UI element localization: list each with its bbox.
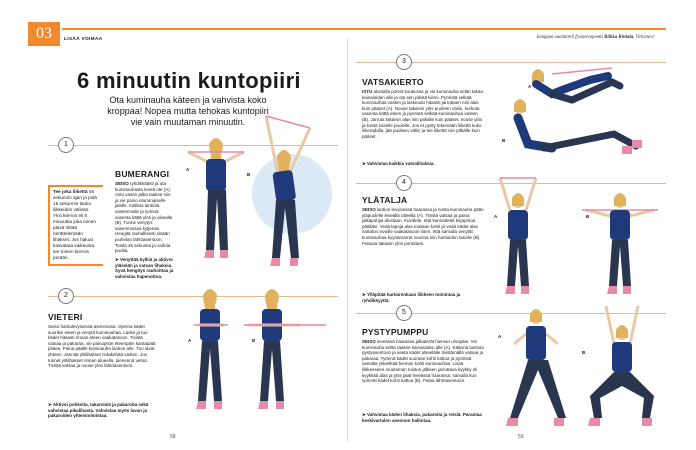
figure-label-b-5: B <box>582 350 586 355</box>
figure-b <box>244 289 326 409</box>
exercise-tip-2: ➤ Aktivoi pohkeita, takareisiä ja pakaroita sekä vahvistaa pikalihasta. Vahvistaa myös lavan ja pakaroiden yhteistoimintaa. <box>48 402 149 419</box>
exercise-body-1: SEISO ryhdikkäästi ja ota kuminauhasta leveä ote (A). Astu vasen jalka taakse niin ja vie paino etummaiselle jalalle. Kallista lantiota vasemmalle ja työnnä vasenta kättä ylös ja oikealle (B). Tunne venytys vasemmassa kyljessä. Hengitä rauhallisesti sisään jouhelan lähtöasentoon. Toista 45 sekuntia ja vaihda puolta. <box>115 181 173 254</box>
figure-a <box>506 309 566 426</box>
figure-a <box>500 178 536 294</box>
exercise-2-illustration <box>168 285 343 435</box>
exercise-body-2: Seiso hartialevyisessä asennossa. Ojenna kädet suoriksi eteen ja venytä kuminauhaa. Laske ja tuo kädet hitaasti rinnan eteen vaakatasoon. Tivistä vatsaa ja pakaraa, vie painopiste eteenpäin kantapäät pitäen. Paina päälle kuminauha lantion alle. Tuo lavat yhteen. Jännitä ylälihakset rintakehää vasten. Jos tunnet ylälihakset rinnan alueella, pienennä vetoa. Tivistä vatsaa ja nouse ylös lähtöasentoon. <box>48 324 156 369</box>
figure-label-a-3: A <box>528 84 532 89</box>
chapter-number: 03 <box>28 22 60 46</box>
exercise-body-3: ISTU alustalla polvet koukussa ja vie kuminauha selän takaa kainaloiden alle ja ota sen päistä kiinni. Pyöristä selkää kuminauhaa vasten ja laskeudu hitaasti jarruttaen niin alas kuin pääset (A). Nouse takaisin ylös puoleen väliin, kurkota vasenta kättä eteen ja pyöristä selkää kuminauhaa vasten (B). Jarruta takaisin alas niin pitkälle kuin pääset, nouse ylös ja toista toiselle puolelle. Jos et pysty tekemään liikettä koko liikeradalla, jää puoleen väliin ja tee liikettä niin pitkälle kuin pääset. <box>362 89 483 139</box>
figure-b <box>514 99 642 154</box>
exercise-3-illustration <box>492 64 668 170</box>
figure-b <box>588 306 654 426</box>
figure-a <box>194 289 228 409</box>
exercise-number-2: 2 <box>58 288 74 304</box>
exercise-title-5: PYSTYPUMPPU <box>362 327 429 337</box>
exercise-title-3: VATSAKIERTO <box>362 77 424 87</box>
page-number-right: 59 <box>518 434 524 440</box>
figure-a <box>188 138 244 258</box>
exercise-body-5: SEISO leveässä haarassa jalkaterät hieman ulospäin. Vie kuminauha selän taakse kainaloiden alle (A). Käännä lantiota pystyasentoon ja aseta kädet alaselälle tivistämällä vatsaa ja pakaraa. Työnnä kädet suoraan kohti kattoa ja pyöristä samalla yläselkää hieman kohti kuminauhaa. Lisää liikkeeseen muutaman toiston jälkeen jarruttava kyykky eli kyykkää alas ja ylös jalat leveässä haarassa, samalla kun työnnät kädet kohti kattoa (B). Palaa lähtöasentoon. <box>362 339 484 384</box>
header-rule <box>62 28 666 30</box>
figure-a <box>532 68 620 100</box>
tagline: Jumppaa suomitreli fysioterapeutti Riikka Rintala. Virkistavr. <box>536 35 655 40</box>
page-gutter <box>347 38 348 442</box>
figure-label-a-5: A <box>498 334 502 339</box>
page-title: 6 minuutin kuntopiiri <box>77 68 301 93</box>
figure-label-a-4: A <box>494 214 498 219</box>
exercise-number-4: 4 <box>396 175 412 191</box>
figure-label-a-1: A <box>186 167 190 172</box>
exercise-tip-1: ➤ Venyttää kylkiä ja aktivoi yläselän ja vatsan lihaksia. Syvä hengitys rauhoittaa ja vahvistaa hapenottoa. <box>115 257 174 279</box>
exercise-1-illustration <box>172 104 344 284</box>
exercise-body-4: SEISO lantion levyisessä haarassa ja nosta kuminauha pään yläpuolelle leveällä otteella (A). Tivistä vatsaa ja paina jalkapohjia alustaan. Kuvittele, että kannattelet kirjapinoa päälläsi. Vedä lapoja alas toisiaan kohti ja vedä kädet alas vartalon sivuille vaakatasoon siten, että samalla venytät kuminauhaa kyynärvarret suorina niin hartioiden tasolle (B). Palauta takaisin ylös jarruttaen. <box>362 207 484 246</box>
figure-label-b-4: B <box>586 214 590 219</box>
exercise-title-1: BUMERANGI <box>115 169 170 179</box>
exercise-4-illustration <box>486 172 668 300</box>
tip-box-title: Tee joka liikettä <box>53 189 88 194</box>
exercise-number-5: 5 <box>396 305 412 321</box>
figure-label-b-3: B <box>502 138 506 143</box>
exercise-tip-5: ➤ Vahvistaa käden lihaksia, pakaroita ja reisiä. Parantaa keskivartalon asennon hallintaa. <box>362 412 482 423</box>
figure-b <box>582 193 658 294</box>
exercise-title-4: YLÄTALJA <box>362 195 408 205</box>
tip-box-text: 45 sekunnin ajan ja pidä 15 sekunnin tauko liikkeiden välissä. Yksi kierros eli 6 minuuttia joka toinen päivä riittää herättelemään lihakset. Jos haluat kasvattaa vaikeusta, tee toinen kierros perään. <box>53 189 98 260</box>
tagline-name: Riikka Rintala. <box>604 35 635 40</box>
figure-label-b-2: B <box>252 338 256 343</box>
exercise-title-2: VIETERI <box>48 312 83 322</box>
exercise-tip-3: ➤ Vahvistaa kaikkia vatsalihaksia. <box>362 161 435 166</box>
exercise-number-3: 3 <box>396 54 412 70</box>
intro-text: Ota kuminauha käteen ja vahvista koko kroppaa! Nopea mutta tehokas kuntopiiri vie vain muutaman minuutin. <box>107 95 269 127</box>
page-number-left: 58 <box>170 434 176 440</box>
figure-label-b-1: B <box>247 172 251 177</box>
section-label: LISÄÄ VOIMAA <box>64 37 103 42</box>
exercise-number-1: 1 <box>58 137 74 153</box>
exercise-5-illustration <box>494 304 668 434</box>
figure-label-a-2: A <box>188 338 192 343</box>
tip-box <box>48 185 103 266</box>
exercise-tip-4: ➤ Ylläpitää hartiarenkaan liikkeen toimintaa ja ryhdikkyyttä. <box>362 292 461 303</box>
